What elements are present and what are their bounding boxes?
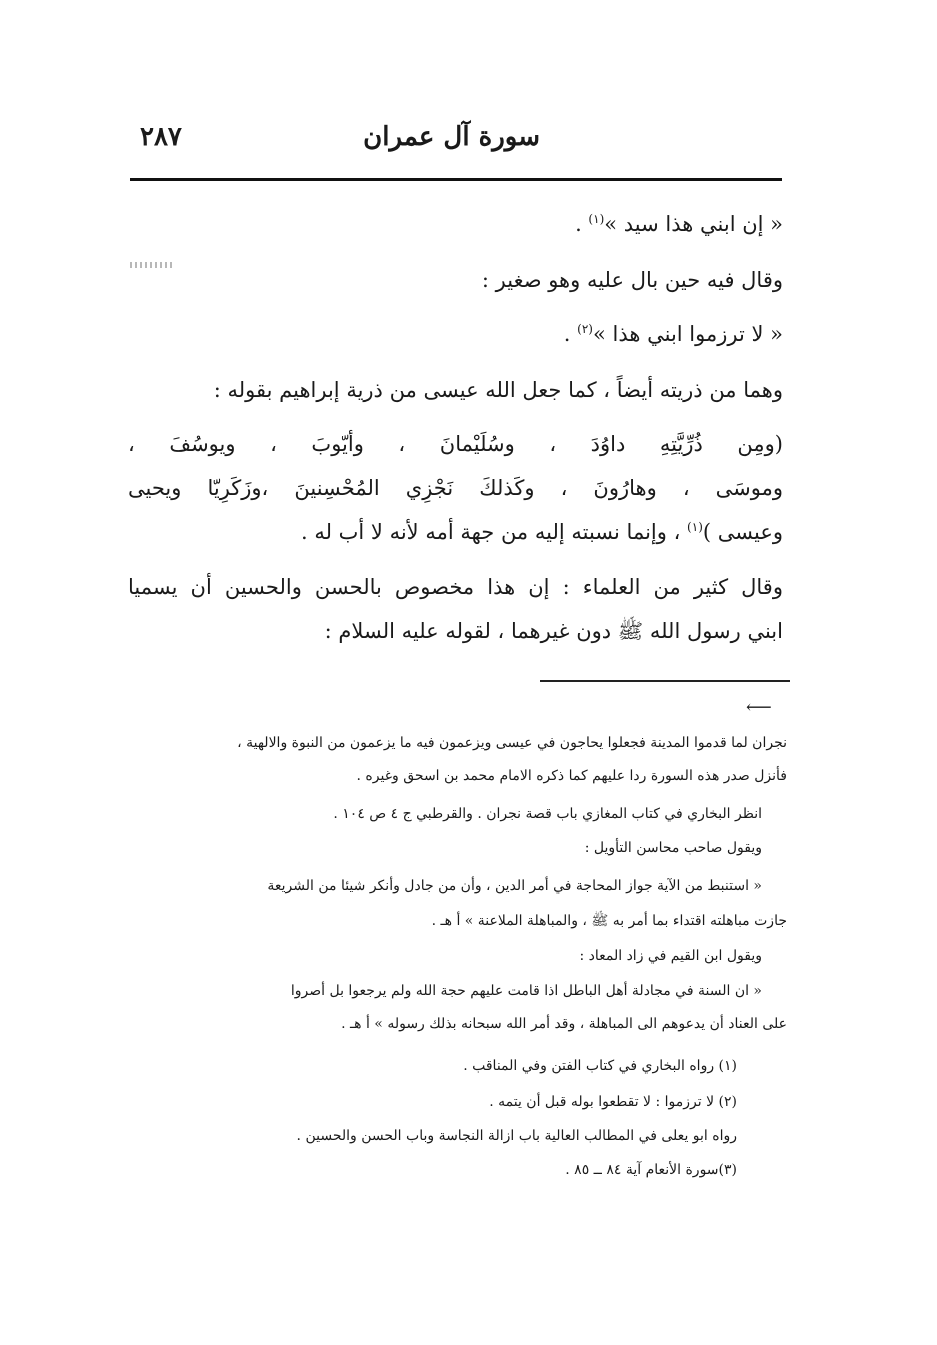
verse-line: (ومِن ذُرِّيَّتِهِ داوُدَ ، وسُلَيْمانَ ، وأيّوبَ ، ويوسُفَ ، (128, 432, 783, 456)
footnote-line: « ان السنة في مجادلة أهل الباطل اذا قامت عليهم حجة الله ولم يرجعوا بل أصروا (290, 983, 762, 999)
footnote-ref: (٢) (577, 322, 593, 336)
footnote-line: (٣)سورة الأنعام آية ٨٤ ــ ٨٥ . (565, 1162, 737, 1178)
page-number: ٢٨٧ (140, 122, 182, 152)
verse-line: وموسَى ، وهارُونَ ، وكَذلكَ نَجْزِي المُحْسِنينَ ،وزَكَرِيّا ويحيى (128, 476, 783, 500)
footnote-line: (١) رواه البخاري في كتاب الفتن وفي المناقب . (463, 1058, 737, 1074)
arrow-ornament-icon: ⟵ (746, 697, 772, 718)
page-title: سورة آل عمران (363, 122, 540, 152)
footnote-ref: (١) (687, 520, 703, 534)
body-line: ابني رسول الله ﷺ دون غيرهما ، لقوله عليه السلام : (324, 619, 783, 643)
footnote-line: على العناد أن يدعوهم الى المباهلة ، وقد أمر الله سبحانه بذلك رسوله » أ هـ . (341, 1016, 787, 1032)
main-text (128, 0, 783, 680)
footnote-line: فأنزل صدر هذه السورة ردا عليهم كما ذكره الامام محمد بن اسحق وغيره . (356, 768, 787, 784)
body-line: وقال فيه حين بال عليه وهو صغير : (481, 268, 783, 292)
footnote-line: انظر البخاري في كتاب المغازي باب قصة نجران . والقرطبي ج ٤ ص ١٠٤ . (333, 806, 762, 822)
footnote-line: ويقول صاحب محاسن التأويل : (584, 840, 762, 856)
body-line: وهما من ذريته أيضاً ، كما جعل الله عيسى من ذرية إبراهيم بقوله : (213, 378, 783, 402)
footnote-line: « استنبط من الآية جواز المحاجة في أمر الدين ، وأن من جادل وأنكر شيئا من الشريعة (267, 878, 762, 894)
footnote-line: نجران لما قدموا المدينة فجعلوا يحاجون في عيسى ويزعمون فيه ما يزعمون من النبوة والالهية ، (237, 735, 787, 751)
footnote-line: جازت مباهلته اقتداء بما أمر به ﷺ ، والمباهلة الملاعنة » أ هـ . (431, 913, 787, 929)
footnote-line: رواه ابو يعلى في المطالب العالية باب ازالة النجاسة وباب الحسن والحسين . (296, 1128, 737, 1144)
verse-line: وعيسى )$^{(١)}$ ، وإنما نسبته إليه من جهة أمه لأنه لا أب له . (300, 520, 783, 544)
footnote-separator (540, 680, 790, 682)
body-line: « لا ترزموا ابني هذا »$^{(٢)}$ . (563, 322, 783, 346)
footnote-line: ويقول ابن القيم في زاد المعاد : (579, 948, 762, 964)
body-line: « إن ابني هذا سيد »$^{(١)}$ . (575, 212, 783, 236)
footnote-line: (٢) لا ترزموا : لا تقطعوا بوله قبل أن يتمه . (489, 1094, 737, 1110)
body-line: وقال كثير من العلماء : إن هذا مخصوص بالحسن والحسين أن يسميا (128, 575, 783, 599)
footnote-ref: (١) (588, 212, 605, 226)
